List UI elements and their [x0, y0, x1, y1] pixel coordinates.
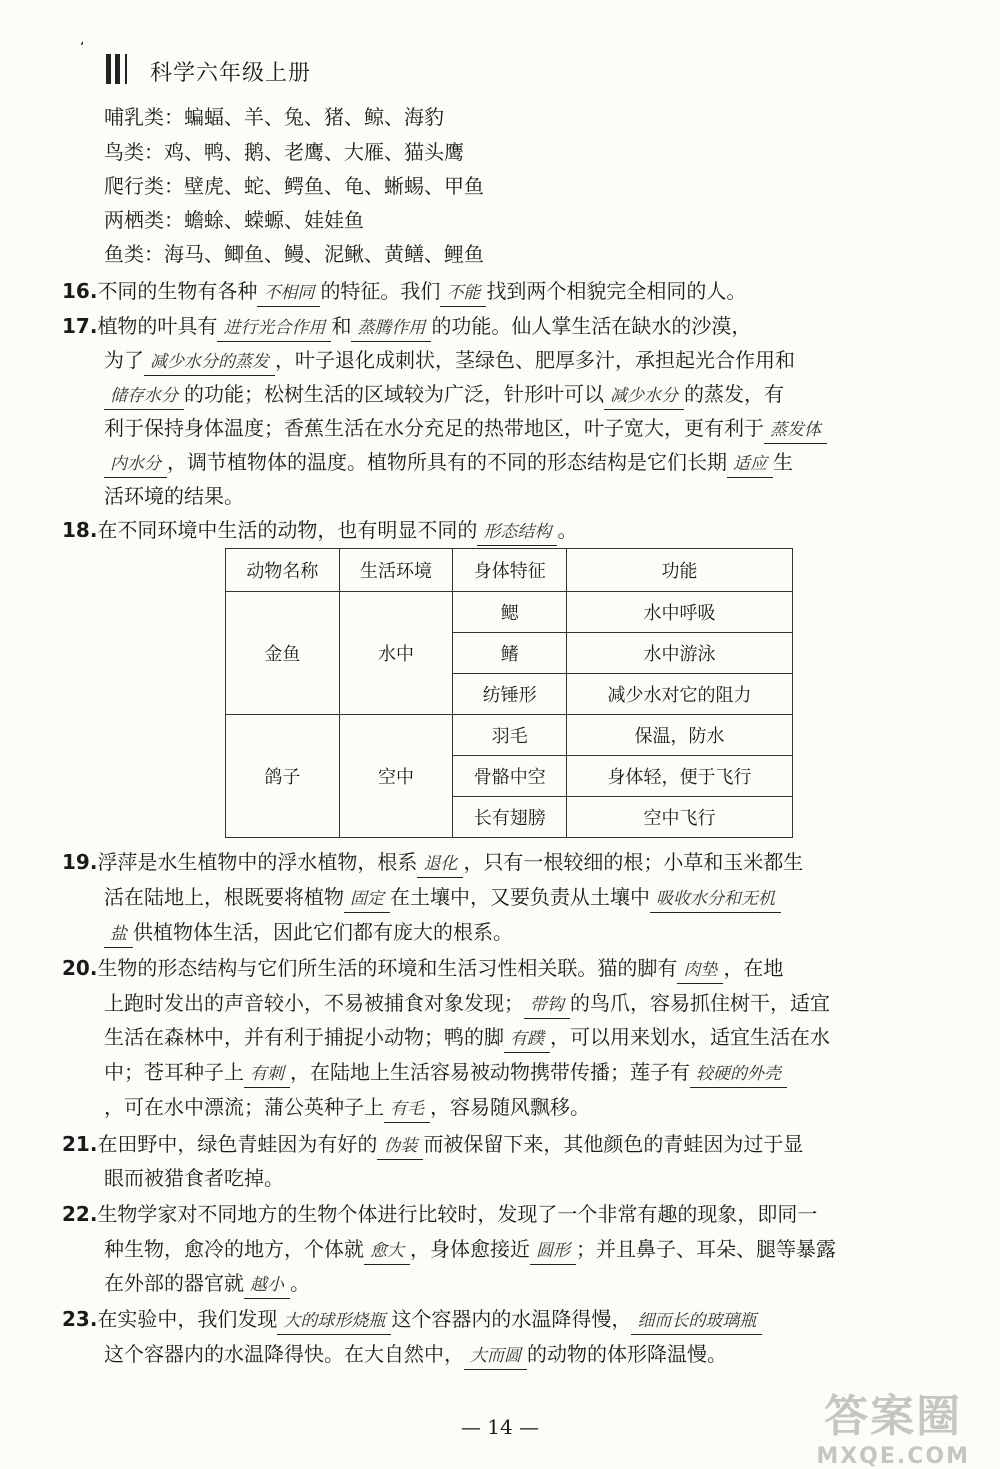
answer-blank: 大的球形烧瓶 — [277, 1308, 391, 1335]
category-mammals: 哺乳类：蝙蝠、羊、兔、猪、鲸、海豹 — [104, 105, 444, 129]
question-20-line: 生活在森林中，并有利于捕捉小动物；鸭的脚 有蹼 ，可以用来划水，适宜生活在水 — [104, 1020, 830, 1054]
watermark-text: 答案圈 — [824, 1391, 963, 1442]
answer-blank: 形态结构 — [477, 519, 557, 546]
question-17-line: 为了 减少水分的蒸发 ，叶子退化成刺状，茎绿色、肥厚多汁，承担起光合作用和 — [104, 343, 795, 377]
function-cell: 水中呼吸 — [567, 592, 793, 633]
answer-blank: 有毛 — [384, 1096, 430, 1123]
question-22-line: 种生物，愈冷的地方，个体就 愈大 ，身体愈接近 圆形 ；并且鼻子、耳朵、腿等暴露 — [104, 1232, 836, 1266]
table-header-row — [226, 549, 793, 592]
answer-blank: 蒸发体 — [764, 417, 827, 444]
answer-blank: 大而圆 — [464, 1343, 527, 1370]
question-number: 16. — [62, 279, 98, 303]
question-20: 20.生物的形态结构与它们所生活的环境和生活习性相关联。猫的脚有 肉垫 ，在地 — [62, 951, 783, 985]
animal-name-cell: 金鱼 — [226, 592, 340, 715]
answer-blank: 内水分 — [104, 451, 167, 478]
question-19-line: 活在陆地上，根既要将植物 固定 在土壤中，又要负责从土壤中 吸收水分和无机 — [104, 880, 781, 914]
feature-cell: 羽毛 — [453, 715, 567, 756]
function-cell: 空中飞行 — [567, 797, 793, 838]
corner-mark-icon: ʻ — [80, 40, 85, 56]
answer-blank: 肉垫 — [677, 957, 723, 984]
question-21-line: 眼而被猎食者吃掉。 — [104, 1166, 284, 1190]
watermark-logo — [816, 1380, 970, 1469]
page-number: — 14 — — [460, 1415, 540, 1439]
page-title: 科学六年级上册 — [150, 61, 312, 86]
answer-blank: 吸收水分和无机 — [650, 886, 781, 913]
question-22-line: 在外部的器官就 越小 。 — [104, 1266, 310, 1300]
answer-blank: 圆形 — [530, 1238, 576, 1265]
answer-blank: 较硬的外壳 — [690, 1061, 787, 1088]
answer-blank: 愈大 — [364, 1238, 410, 1265]
question-23: 23.在实验中，我们发现 大的球形烧瓶 这个容器内的水温降得慢， 细而长的玻璃瓶 — [62, 1302, 762, 1336]
header-bars-icon — [106, 54, 136, 84]
function-cell: 水中游泳 — [567, 633, 793, 674]
feature-cell: 鳃 — [453, 592, 567, 633]
answer-blank: 伪装 — [377, 1133, 423, 1160]
question-20-line: 上跑时发出的声音较小，不易被捕食对象发现； 带钩 的鸟爪，容易抓住树干，适宜 — [104, 986, 830, 1020]
column-header: 身体特征 — [453, 549, 567, 592]
question-number: 21. — [62, 1132, 98, 1156]
question-number: 22. — [62, 1202, 98, 1226]
feature-cell: 长有翅膀 — [453, 797, 567, 838]
question-17-line: 储存水分 的功能；松树生活的区域较为广泛，针形叶可以 减少水分 的蒸发，有 — [104, 377, 784, 411]
answer-blank: 不能 — [440, 280, 486, 307]
answer-blank: 进行光合作用 — [217, 315, 331, 342]
question-number: 17. — [62, 314, 98, 338]
function-cell: 保温，防水 — [567, 715, 793, 756]
question-17: 17.植物的叶具有 进行光合作用 和 蒸腾作用 的功能。仙人掌生活在缺水的沙漠， — [62, 309, 751, 343]
answer-blank: 不相同 — [257, 280, 320, 307]
answer-blank: 固定 — [344, 886, 390, 913]
column-header: 生活环境 — [339, 549, 453, 592]
question-number: 18. — [62, 518, 98, 542]
question-17-line: 活环境的结果。 — [104, 484, 244, 508]
feature-cell: 鳍 — [453, 633, 567, 674]
question-18: 18.在不同环境中生活的动物，也有明显不同的 形态结构 。 — [62, 513, 577, 547]
animal-name-cell: 鸽子 — [226, 715, 340, 838]
answer-blank: 带钩 — [524, 992, 570, 1019]
watermark-url: MXQE.COM — [816, 1444, 970, 1469]
environment-cell: 水中 — [339, 592, 453, 715]
column-header: 功能 — [567, 549, 793, 592]
table-row — [226, 715, 793, 756]
question-number: 23. — [62, 1307, 98, 1331]
answer-blank: 有蹼 — [504, 1026, 550, 1053]
category-birds: 鸟类：鸡、鸭、鹅、老鹰、大雁、猫头鹰 — [104, 140, 464, 164]
feature-cell: 骨骼中空 — [453, 756, 567, 797]
answer-blank: 减少水分的蒸发 — [144, 349, 275, 376]
question-19: 19.浮萍是水生植物中的浮水植物，根系 退化 ，只有一根较细的根；小草和玉米都生 — [62, 845, 803, 879]
question-number: 19. — [62, 850, 98, 874]
question-17-line: 利于保持身体温度；香蕉生活在水分充足的热带地区，叶子宽大，更有利于 蒸发体 — [104, 411, 827, 445]
animal-features-table — [225, 548, 793, 838]
feature-cell: 纺锤形 — [453, 674, 567, 715]
answer-blank: 退化 — [417, 851, 463, 878]
category-reptiles: 爬行类：壁虎、蛇、鳄鱼、龟、蜥蜴、甲鱼 — [104, 174, 484, 198]
answer-blank: 适应 — [727, 451, 773, 478]
question-17-line: 内水分 ，调节植物体的温度。植物所具有的不同的形态结构是它们长期 适应 生 — [104, 445, 793, 479]
answer-blank: 细而长的玻璃瓶 — [631, 1308, 762, 1335]
question-16: 16.不同的生物有各种 不相同 的特征。我们 不能 找到两个相貌完全相同的人。 — [62, 274, 746, 308]
answer-blank: 有刺 — [244, 1061, 290, 1088]
question-21: 21.在田野中，绿色青蛙因为有好的 伪装 而被保留下来，其他颜色的青蛙因为过于显 — [62, 1127, 803, 1161]
question-20-line: 中；苍耳种子上 有刺 ，在陆地上生活容易被动物携带传播；莲子有 较硬的外壳 — [104, 1055, 787, 1089]
question-20-line: ，可在水中漂流；蒲公英种子上 有毛 ，容易随风飘移。 — [104, 1090, 590, 1124]
question-22: 22.生物学家对不同地方的生物个体进行比较时，发现了一个非常有趣的现象，即同一 — [62, 1202, 818, 1226]
question-number: 20. — [62, 956, 98, 980]
question-23-line: 这个容器内的水温降得快。在大自然中， 大而圆 的动物的体形降温慢。 — [104, 1337, 727, 1371]
column-header: 动物名称 — [226, 549, 340, 592]
answer-blank: 储存水分 — [104, 383, 184, 410]
function-cell: 身体轻，便于飞行 — [567, 756, 793, 797]
answer-blank: 盐 — [104, 921, 133, 948]
answer-blank: 越小 — [244, 1272, 290, 1299]
environment-cell: 空中 — [339, 715, 453, 838]
answer-blank: 蒸腾作用 — [351, 315, 431, 342]
question-19-line: 盐 供植物体生活，因此它们都有庞大的根系。 — [104, 915, 513, 949]
category-fish: 鱼类：海马、鲫鱼、鳗、泥鳅、黄鳝、鲤鱼 — [104, 242, 484, 266]
category-amphibians: 两栖类：蟾蜍、蝾螈、娃娃鱼 — [104, 208, 364, 232]
table-row — [226, 592, 793, 633]
answer-blank: 减少水分 — [604, 383, 684, 410]
function-cell: 减少水对它的阻力 — [567, 674, 793, 715]
